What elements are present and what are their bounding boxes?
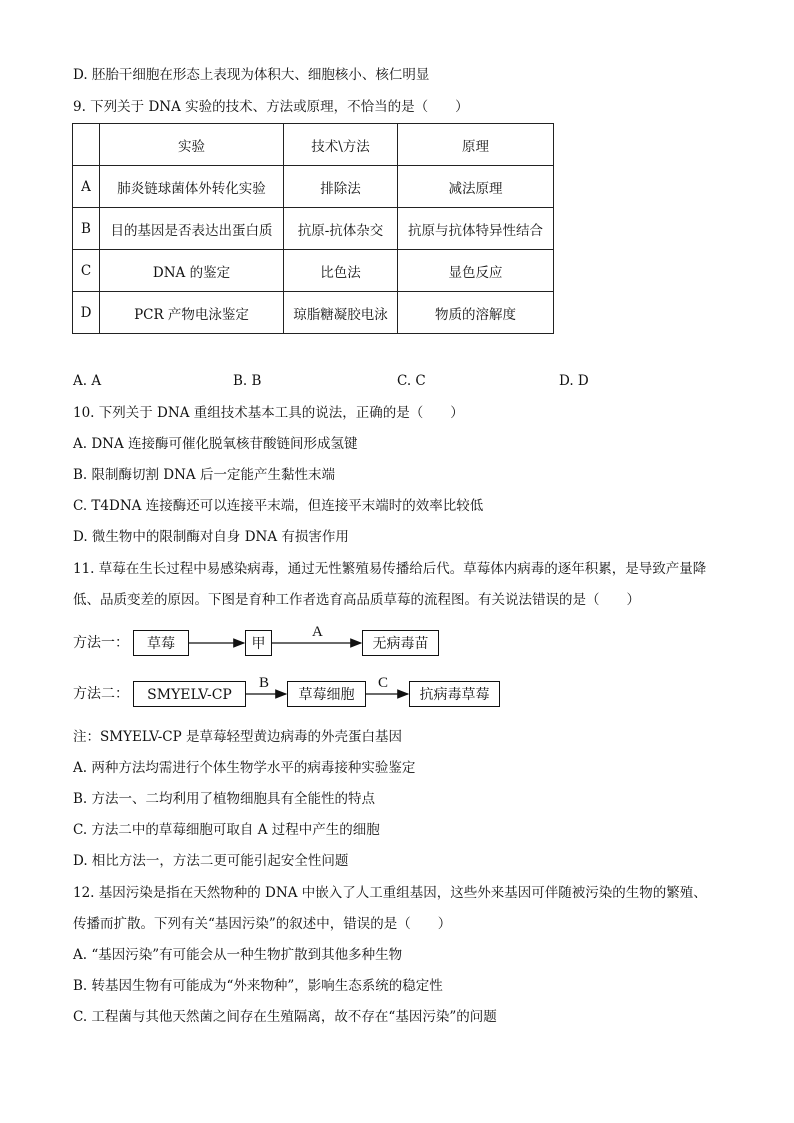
method2-box-resistant: 抗病毒草莓	[409, 681, 500, 707]
q12-option-a: A. “基因污染”有可能会从一种生物扩散到其他多种生物	[73, 947, 403, 963]
table-cell: A	[73, 166, 100, 208]
method1-box-strawberry: 草莓	[133, 630, 189, 656]
q10-option-a: A. DNA 连接酶可催化脱氧核苷酸链间形成氢键	[73, 436, 358, 452]
table-cell: 物质的溶解度	[398, 292, 554, 334]
table-cell: C	[73, 250, 100, 292]
q9-option-d: D. D	[559, 373, 589, 389]
table-cell: B	[73, 208, 100, 250]
table-cell: 肺炎链球菌体外转化实验	[100, 166, 284, 208]
table-header-cell: 技术\方法	[284, 124, 398, 166]
method2-label: 方法二：	[73, 686, 129, 702]
q11-option-c: C. 方法二中的草莓细胞可取自 A 过程中产生的细胞	[73, 822, 380, 838]
q10-option-b: B. 限制酶切割 DNA 后一定能产生黏性末端	[73, 467, 335, 483]
q10-stem: 10. 下列关于 DNA 重组技术基本工具的说法，正确的是（ ）	[73, 405, 464, 421]
q11-option-b: B. 方法一、二均利用了植物细胞具有全能性的特点	[73, 791, 376, 807]
q12-stem-line2: 传播而扩散。下列有关“基因污染”的叙述中，错误的是（ ）	[73, 916, 452, 932]
table-cell: DNA 的鉴定	[100, 250, 284, 292]
table-cell: 抗原-抗体杂交	[284, 208, 398, 250]
table-cell: 目的基因是否表达出蛋白质	[100, 208, 284, 250]
table-cell: 减法原理	[398, 166, 554, 208]
arrow-label-a: A	[312, 624, 323, 640]
table-header-cell: 实验	[100, 124, 284, 166]
q11-option-d: D. 相比方法一，方法二更可能引起安全性问题	[73, 853, 349, 869]
q10-option-d: D. 微生物中的限制酶对自身 DNA 有损害作用	[73, 529, 349, 545]
q12-option-c: C. 工程菌与其他天然菌之间存在生殖隔离，故不存在“基因污染”的问题	[73, 1009, 497, 1025]
q8-option-d: D. 胚胎干细胞在形态上表现为体积大、细胞核小、核仁明显	[73, 67, 430, 83]
q12-option-b: B. 转基因生物有可能成为“外来物种”，影响生态系统的稳定性	[73, 978, 443, 994]
q9-option-a: A. A	[73, 373, 102, 389]
table-cell: D	[73, 292, 100, 334]
arrow-label-c: C	[378, 675, 389, 691]
method2-box-cell: 草莓细胞	[287, 681, 366, 707]
q9-option-c: C. C	[397, 373, 426, 389]
q9-option-b: B. B	[233, 373, 262, 389]
table-header-cell: 原理	[398, 124, 554, 166]
q10-option-c: C. T4DNA 连接酶还可以连接平末端，但连接平末端时的效率比较低	[73, 498, 484, 514]
table-cell: 显色反应	[398, 250, 554, 292]
method1-label: 方法一：	[73, 635, 129, 651]
method2-box-gene: SMYELV-CP	[133, 681, 246, 707]
table-cell: 比色法	[284, 250, 398, 292]
method1-box-virus-free: 无病毒苗	[362, 630, 439, 656]
q11-stem-line1: 11. 草莓在生长过程中易感染病毒，通过无性繁殖易传播给后代。草莓体内病毒的逐年积累，是导致产量降	[73, 561, 707, 577]
table-cell: PCR 产物电泳鉴定	[100, 292, 284, 334]
table-cell: 琼脂糖凝胶电泳	[284, 292, 398, 334]
q9-stem: 9. 下列关于 DNA 实验的技术、方法或原理，不恰当的是（ ）	[73, 99, 469, 115]
table-cell: 排除法	[284, 166, 398, 208]
method1-box-jia: 甲	[245, 630, 272, 656]
arrow-label-b: B	[259, 675, 270, 691]
q11-note: 注：SMYELV-CP 是草莓轻型黄边病毒的外壳蛋白基因	[73, 729, 402, 745]
q12-stem-line1: 12. 基因污染是指在天然物种的 DNA 中嵌入了人工重组基因，这些外来基因可伴随被污染的生物的繁殖、	[73, 885, 707, 901]
q11-stem-line2: 低、品质变差的原因。下图是育种工作者选育高品质草莓的流程图。有关说法错误的是（ ）	[73, 592, 640, 608]
table-cell: 抗原与抗体特异性结合	[398, 208, 554, 250]
q11-option-a: A. 两种方法均需进行个体生物学水平的病毒接种实验鉴定	[73, 760, 416, 776]
